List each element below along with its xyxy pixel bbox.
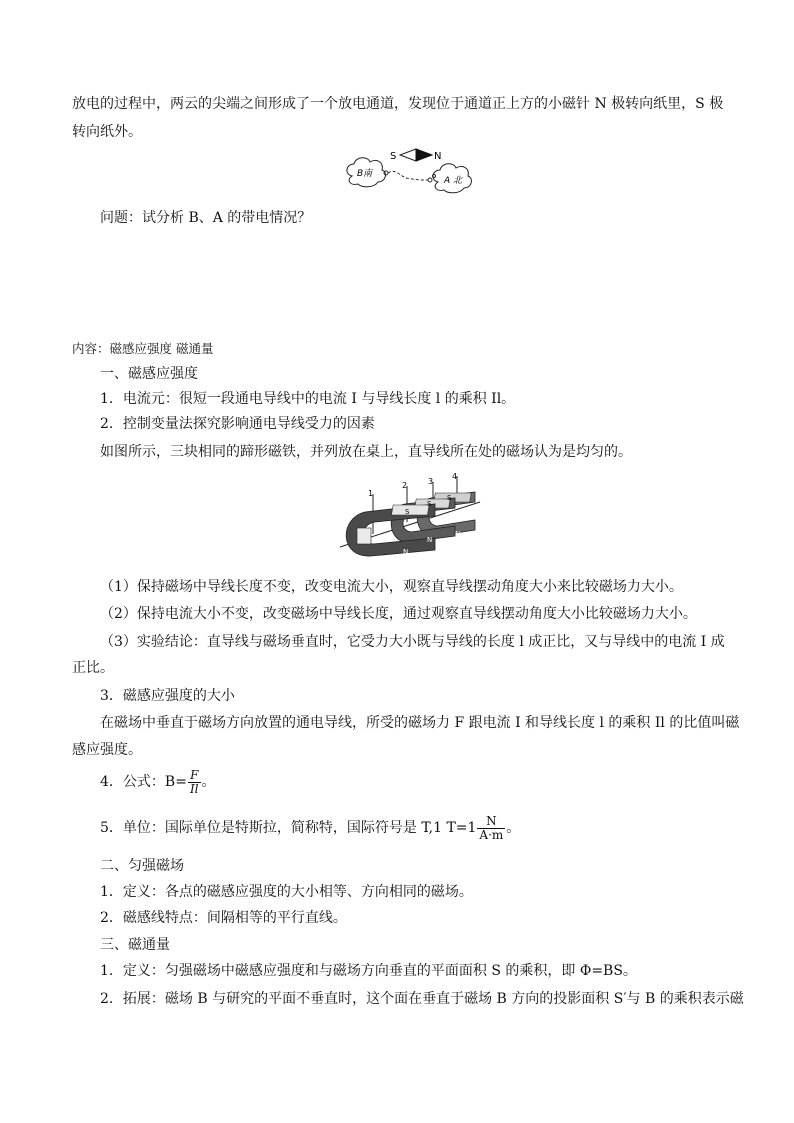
unit-fraction (477, 815, 505, 842)
experiment-item: （3）实验结论：直导线与磁场垂直时，它受力大小既与导线的长度 l 成正比，又与导线中的电流 I 成 (100, 634, 725, 650)
magnet-label-2: 2 (402, 481, 408, 490)
magnet-label-3: 3 (428, 477, 434, 486)
section-title: 三、磁通量 (100, 937, 170, 953)
list-item: 2．拓展：磁场 B 与研究的平面不垂直时，这个面在垂直于磁场 B 方向的投影面积 S′与 B 的乘积表示磁 (100, 991, 744, 1007)
formula-numerator: F (188, 769, 201, 783)
paragraph-line: 转向纸外。 (72, 124, 142, 140)
magnet-1-top (391, 505, 429, 515)
pole-n-label: N (427, 536, 433, 544)
formula-suffix: 。 (201, 774, 216, 790)
paragraph-line: 在磁场中垂直于磁场方向放置的通电导线，所受的磁场力 F 跟电流 I 和导线长度 l 的乘积 Il 的比值叫磁 (100, 715, 740, 731)
pole-n-label: N (455, 530, 461, 538)
cloud-discharge-figure (340, 146, 480, 198)
horseshoe-magnets-figure (335, 472, 485, 564)
unit-item (100, 812, 520, 844)
list-item: 1．定义：各点的磁感应强度的大小相等、方向相同的磁场。 (100, 884, 473, 900)
compass-needle-s (400, 149, 416, 161)
discharge-channel (388, 171, 428, 180)
paragraph-line: 如图所示，三块相同的蹄形磁铁，并列放在桌上，直导线所在处的磁场认为是均匀的。 (100, 444, 632, 460)
list-item: 1．定义：匀强磁场中磁感应强度和与磁场方向垂直的平面面积 S 的乘积，即 Φ=BS。 (100, 963, 637, 979)
section-title: 一、磁感应强度 (100, 366, 198, 382)
question-text: 问题：试分析 B、A 的带电情况？ (100, 210, 312, 226)
compass-needle-n (416, 149, 432, 161)
cloud-b-label: B南 (357, 169, 373, 179)
unit-numerator: N (477, 815, 505, 829)
formula-prefix: 4．公式：B= (100, 774, 187, 790)
paragraph-line: 感应强度。 (72, 742, 142, 758)
unit-suffix: 。 (506, 820, 521, 836)
pole-s-label: S (447, 494, 452, 502)
experiment-item: （2）保持电流大小不变，改变磁场中导线长度，通过观察直导线摆动角度大小比较磁场力大小。 (100, 606, 697, 622)
cloud-a-label: A 北 (444, 176, 463, 186)
magnet-label-4: 4 (452, 472, 458, 481)
formula-denominator: Il (189, 781, 199, 796)
content-heading: 内容：磁感应强度 磁通量 (72, 341, 214, 356)
pole-n-label: N (403, 548, 409, 556)
experiment-item: （1）保持磁场中导线长度不变，改变电流大小，观察直导线摆动角度大小来比较磁场力大小。 (100, 579, 683, 595)
list-item: 2．控制变量法探究影响通电导线受力的因素 (100, 416, 375, 432)
unit-denominator: A·m (479, 827, 504, 842)
formula-item (100, 768, 216, 796)
pole-s-label: S (405, 508, 410, 516)
pole-s-label: S (427, 500, 432, 508)
list-item: 1．电流元：很短一段通电导线中的电流 I 与导线长度 l 的乘积 Il。 (100, 391, 516, 407)
paragraph-line: 放电的过程中，两云的尖端之间形成了一个放电通道，发现位于通道正上方的小磁针 N 极转向纸里，S 极 (72, 96, 724, 112)
spark-node (428, 178, 432, 182)
list-item: 3．磁感应强度的大小 (100, 688, 235, 704)
experiment-item: 正比。 (72, 660, 114, 676)
compass-label-n: N (434, 151, 442, 162)
list-item: 2．磁感线特点：间隔相等的平行直线。 (100, 910, 347, 926)
section-title: 二、匀强磁场 (100, 858, 184, 874)
formula-fraction (188, 769, 201, 796)
unit-prefix: 5．单位：国际单位是特斯拉，简称特，国际符号是 T,1 T=1 (100, 820, 477, 836)
magnet-label-1: 1 (368, 489, 374, 498)
magnet-1-face (357, 528, 371, 544)
compass-label-s: S (390, 151, 397, 162)
